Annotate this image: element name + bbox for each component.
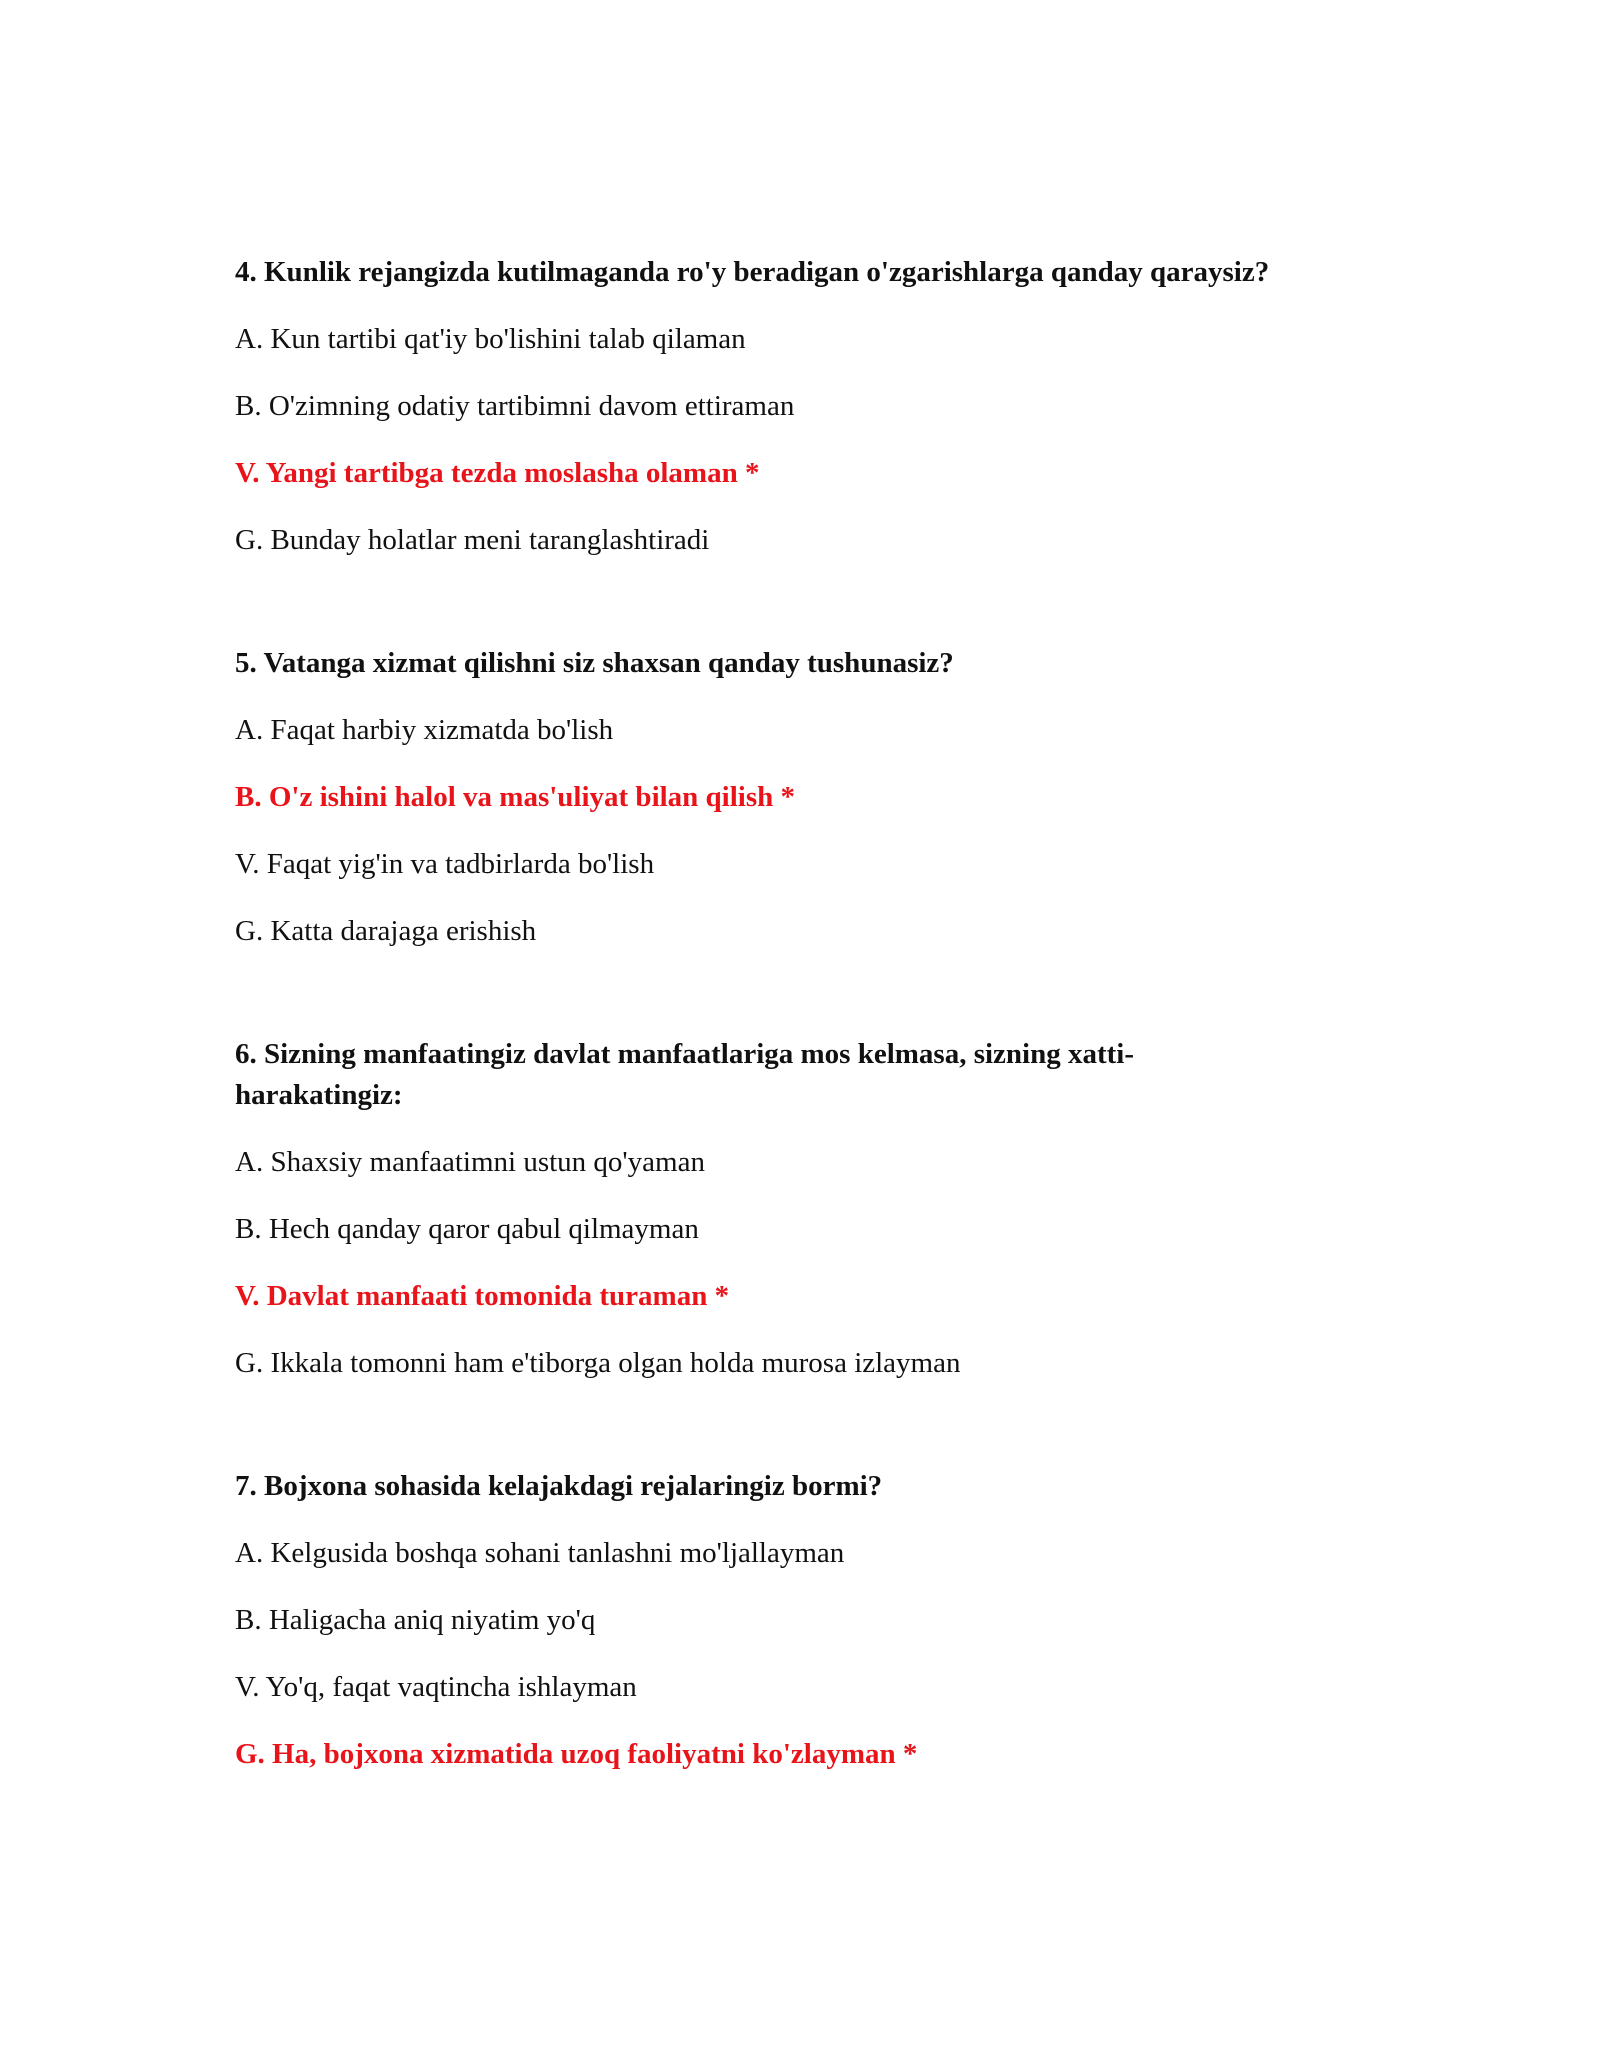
option-a: A. Shaxsiy manfaatimni ustun qo'yaman xyxy=(235,1146,705,1178)
option-g: G. Katta darajaga erishish xyxy=(235,915,537,947)
quiz-content xyxy=(235,252,1415,1775)
option-a: A. Kelgusida boshqa sohani tanlashni mo'ljallayman xyxy=(235,1537,845,1569)
option-v-correct: V. Davlat manfaati tomonida turaman * xyxy=(235,1280,730,1312)
option-g: G. Bunday holatlar meni taranglashtiradi xyxy=(235,524,710,556)
question-7 xyxy=(235,1466,1415,1775)
question-6 xyxy=(235,1034,1415,1384)
question-text: 5. Vatanga xizmat qilishni siz shaxsan qanday tushunasiz? xyxy=(235,647,954,679)
option-v: V. Yo'q, faqat vaqtincha ishlayman xyxy=(235,1671,637,1703)
option-v: V. Faqat yig'in va tadbirlarda bo'lish xyxy=(235,848,655,880)
option-v-correct: V. Yangi tartibga tezda moslasha olaman * xyxy=(235,457,760,489)
option-g-correct: G. Ha, bojxona xizmatida uzoq faoliyatni ko'zlayman * xyxy=(235,1738,918,1770)
question-text: 4. Kunlik rejangizda kutilmaganda ro'y beradigan o'zgarishlarga qanday qaraysiz? xyxy=(235,256,1270,288)
question-4 xyxy=(235,252,1415,561)
question-5 xyxy=(235,643,1415,952)
option-b: B. Haligacha aniq niyatim yo'q xyxy=(235,1604,596,1636)
option-b: B. Hech qanday qaror qabul qilmayman xyxy=(235,1213,699,1245)
option-b: B. O'zimning odatiy tartibimni davom ettiraman xyxy=(235,390,795,422)
option-a: A. Kun tartibi qat'iy bo'lishini talab qilaman xyxy=(235,323,746,355)
question-text-line-2: harakatingiz: xyxy=(235,1079,403,1111)
question-text: 7. Bojxona sohasida kelajakdagi rejalaringiz bormi? xyxy=(235,1470,883,1502)
option-b-correct: B. O'z ishini halol va mas'uliyat bilan qilish * xyxy=(235,781,796,813)
option-g: G. Ikkala tomonni ham e'tiborga olgan holda murosa izlayman xyxy=(235,1347,961,1379)
question-text xyxy=(235,1034,1415,1116)
question-text-line-1: 6. Sizning manfaatingiz davlat manfaatlariga mos kelmasa, sizning xatti- xyxy=(235,1038,1135,1070)
option-a: A. Faqat harbiy xizmatda bo'lish xyxy=(235,714,614,746)
